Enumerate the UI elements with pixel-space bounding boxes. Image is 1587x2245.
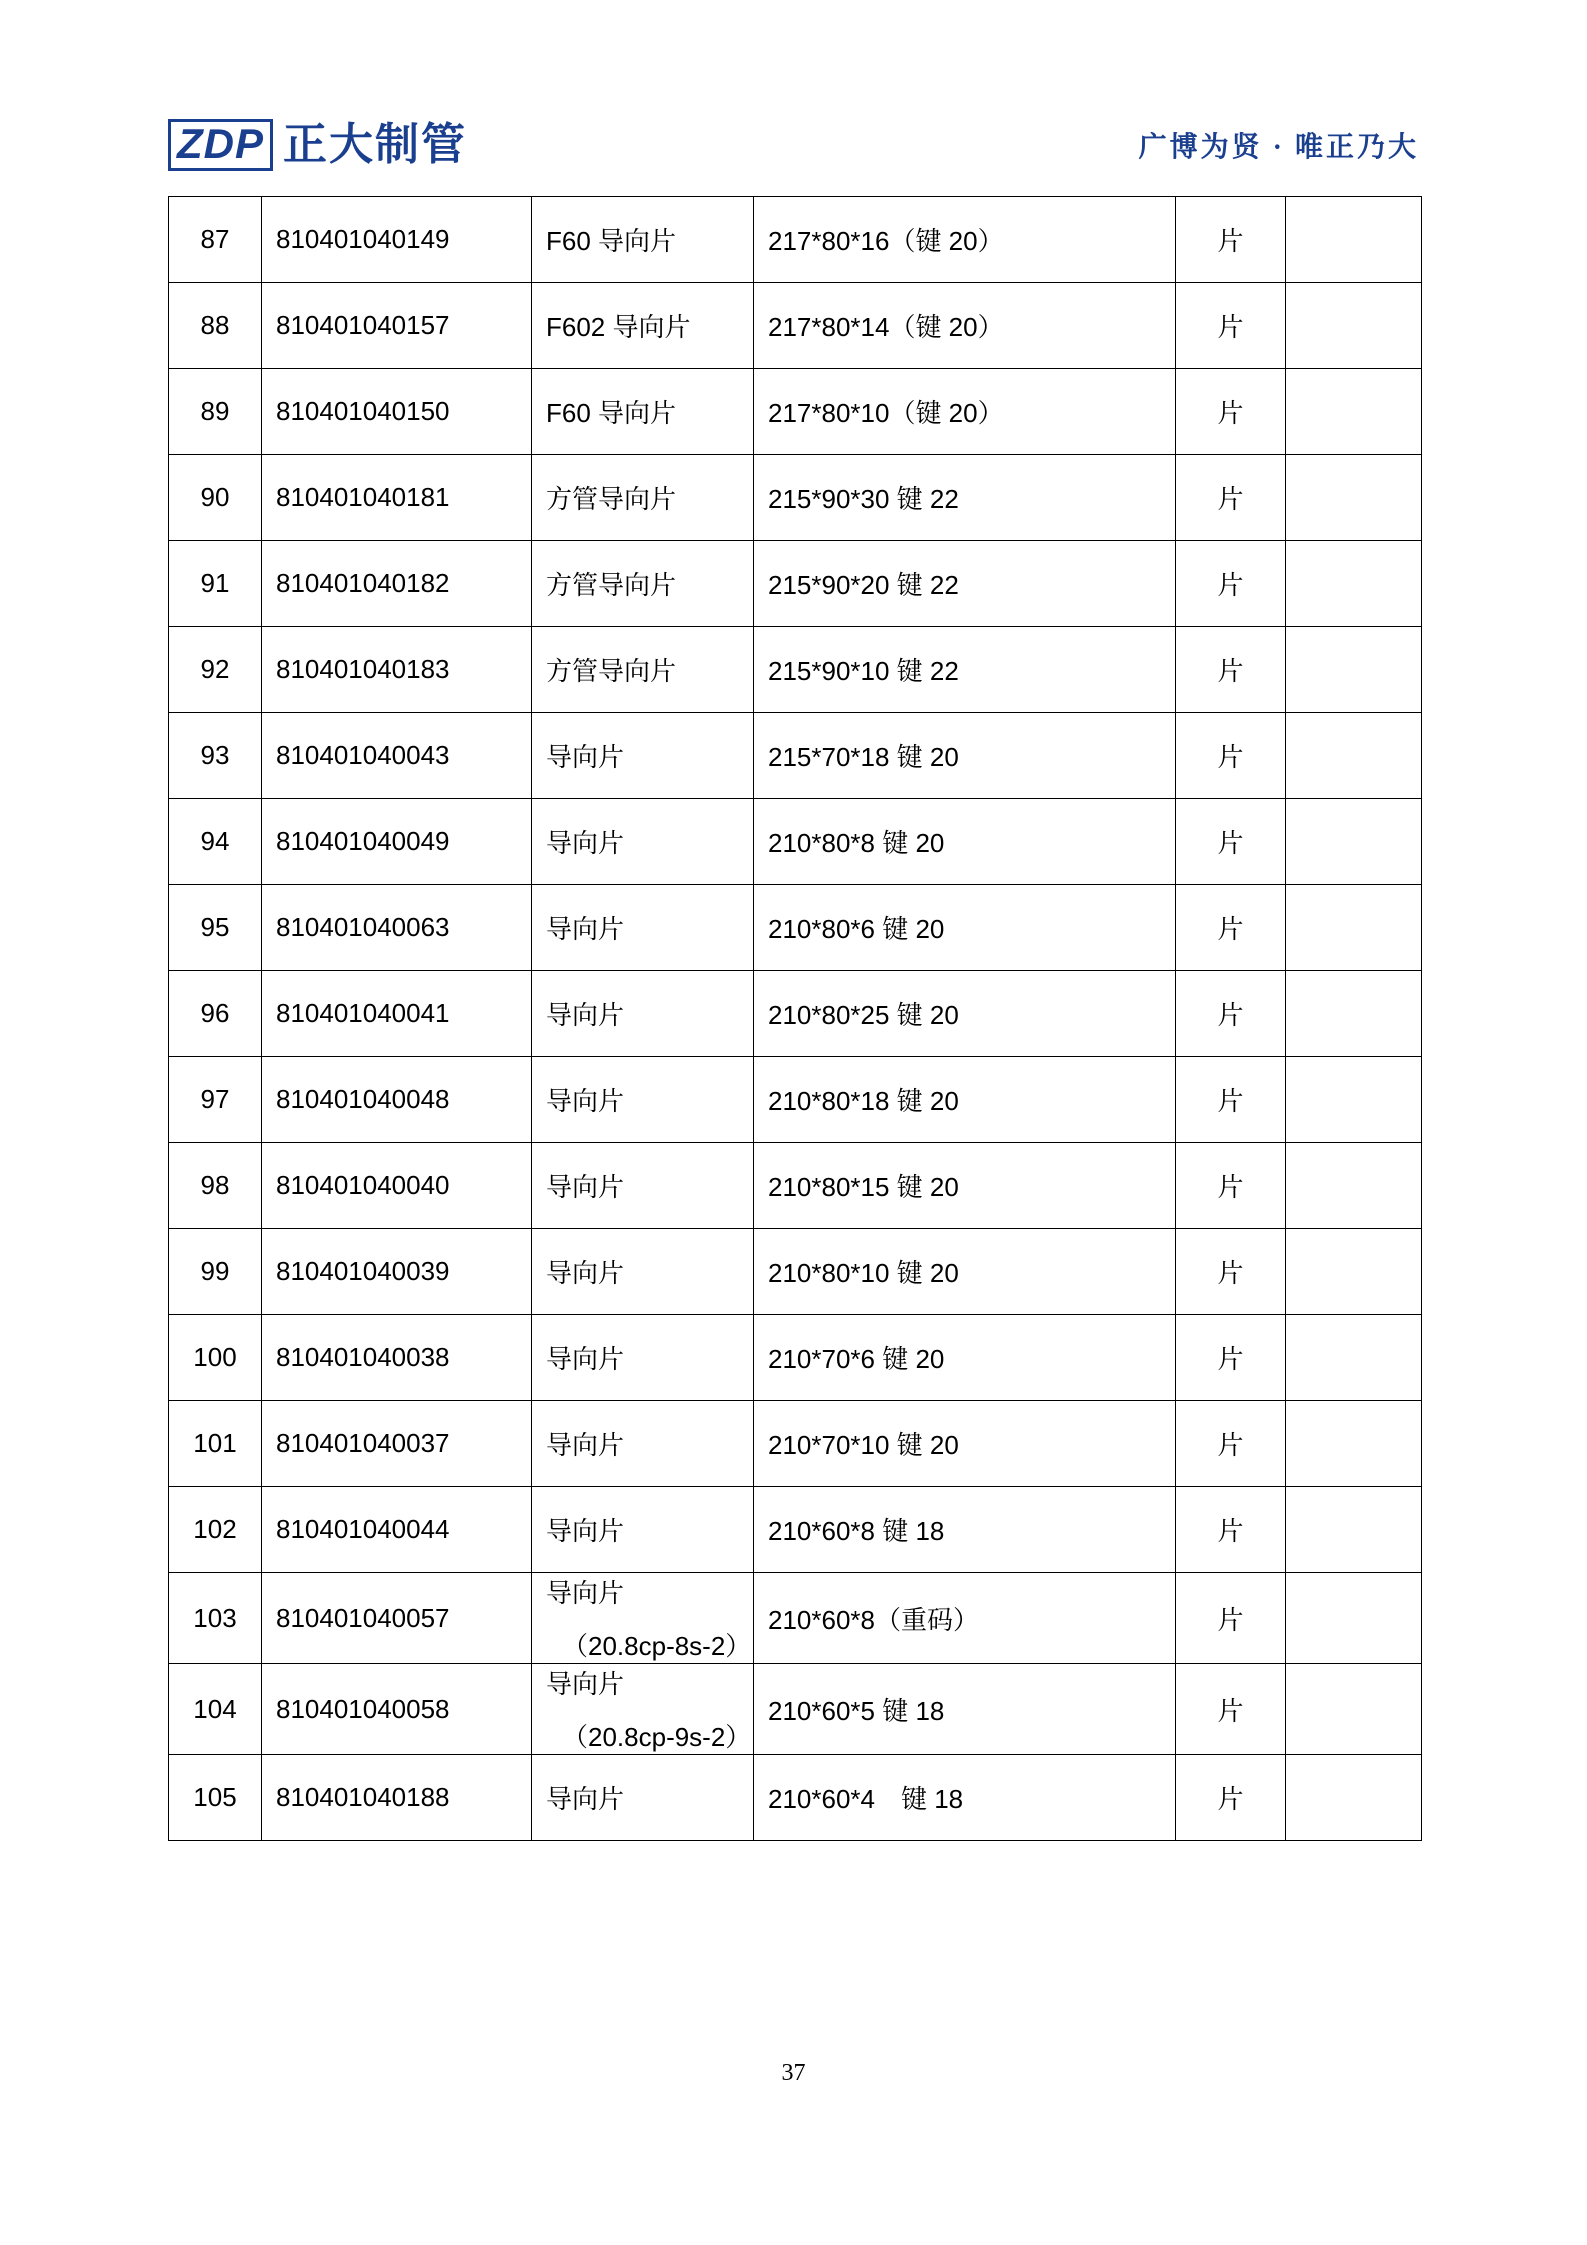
table-row — [169, 971, 1422, 1057]
row-unit: 片 — [1176, 541, 1286, 627]
row-remark — [1286, 1143, 1422, 1229]
table-row — [169, 455, 1422, 541]
row-number: 89 — [169, 369, 262, 455]
row-remark — [1286, 1487, 1422, 1573]
row-name: 导向片 — [532, 1057, 754, 1143]
row-unit: 片 — [1176, 369, 1286, 455]
row-unit: 片 — [1176, 283, 1286, 369]
row-number: 100 — [169, 1315, 262, 1401]
row-unit: 片 — [1176, 1057, 1286, 1143]
row-unit: 片 — [1176, 971, 1286, 1057]
row-number: 90 — [169, 455, 262, 541]
row-spec: 210*70*6 键 20 — [754, 1315, 1176, 1401]
row-number: 102 — [169, 1487, 262, 1573]
row-number: 91 — [169, 541, 262, 627]
row-name: 导向片 — [532, 799, 754, 885]
table-row — [169, 541, 1422, 627]
row-code: 810401040157 — [262, 283, 532, 369]
row-remark — [1286, 799, 1422, 885]
row-unit: 片 — [1176, 885, 1286, 971]
row-name — [532, 1664, 754, 1755]
row-name: F602 导向片 — [532, 283, 754, 369]
table-row — [169, 1229, 1422, 1315]
company-logo — [168, 119, 467, 171]
table-row — [169, 1664, 1422, 1755]
table-row — [169, 1755, 1422, 1841]
row-spec: 210*70*10 键 20 — [754, 1401, 1176, 1487]
row-code: 810401040183 — [262, 627, 532, 713]
table-row — [169, 1143, 1422, 1229]
table-row — [169, 713, 1422, 799]
table-row — [169, 283, 1422, 369]
row-name-line1: 导向片 — [546, 1578, 625, 1608]
row-number: 101 — [169, 1401, 262, 1487]
row-code: 810401040044 — [262, 1487, 532, 1573]
row-number: 103 — [169, 1573, 262, 1664]
row-unit: 片 — [1176, 1401, 1286, 1487]
row-unit: 片 — [1176, 1487, 1286, 1573]
row-remark — [1286, 1664, 1422, 1755]
document-header — [168, 110, 1419, 180]
row-number: 95 — [169, 885, 262, 971]
row-code: 810401040063 — [262, 885, 532, 971]
row-code: 810401040150 — [262, 369, 532, 455]
row-code: 810401040048 — [262, 1057, 532, 1143]
row-code: 810401040039 — [262, 1229, 532, 1315]
row-unit: 片 — [1176, 1315, 1286, 1401]
row-code: 810401040181 — [262, 455, 532, 541]
table-row — [169, 627, 1422, 713]
row-code: 810401040040 — [262, 1143, 532, 1229]
row-code: 810401040057 — [262, 1573, 532, 1664]
table-row — [169, 1401, 1422, 1487]
row-remark — [1286, 713, 1422, 799]
row-unit: 片 — [1176, 197, 1286, 283]
row-code: 810401040038 — [262, 1315, 532, 1401]
row-remark — [1286, 1755, 1422, 1841]
row-unit: 片 — [1176, 627, 1286, 713]
company-name: 正大制管 — [283, 120, 467, 169]
table-row — [169, 885, 1422, 971]
row-name-line1: 导向片 — [546, 1669, 625, 1699]
row-code: 810401040149 — [262, 197, 532, 283]
row-unit: 片 — [1176, 713, 1286, 799]
row-spec: 210*80*10 键 20 — [754, 1229, 1176, 1315]
row-unit: 片 — [1176, 1755, 1286, 1841]
row-remark — [1286, 1401, 1422, 1487]
row-remark — [1286, 971, 1422, 1057]
row-name: 导向片 — [532, 1487, 754, 1573]
row-number: 104 — [169, 1664, 262, 1755]
row-name: 方管导向片 — [532, 541, 754, 627]
row-name: 导向片 — [532, 1143, 754, 1229]
row-code: 810401040049 — [262, 799, 532, 885]
row-number: 99 — [169, 1229, 262, 1315]
row-unit: 片 — [1176, 455, 1286, 541]
row-name — [532, 1573, 754, 1664]
row-spec: 210*80*25 键 20 — [754, 971, 1176, 1057]
row-unit: 片 — [1176, 1664, 1286, 1755]
row-number: 94 — [169, 799, 262, 885]
table-row — [169, 1487, 1422, 1573]
row-remark — [1286, 541, 1422, 627]
table-row — [169, 1315, 1422, 1401]
table-row — [169, 1057, 1422, 1143]
row-name-line2: （20.8cp-8s-2） — [562, 1631, 752, 1661]
row-name: F60 导向片 — [532, 369, 754, 455]
row-remark — [1286, 885, 1422, 971]
row-name: 导向片 — [532, 1401, 754, 1487]
row-remark — [1286, 1057, 1422, 1143]
row-spec: 210*60*4 键 18 — [754, 1755, 1176, 1841]
company-slogan: 广博为贤 · 唯正乃大 — [1138, 132, 1419, 163]
row-spec: 210*60*5 键 18 — [754, 1664, 1176, 1755]
row-code: 810401040058 — [262, 1664, 532, 1755]
row-spec: 210*80*8 键 20 — [754, 799, 1176, 885]
row-name: 导向片 — [532, 1755, 754, 1841]
row-spec: 217*80*14（键 20） — [754, 283, 1176, 369]
row-remark — [1286, 283, 1422, 369]
row-spec: 210*80*6 键 20 — [754, 885, 1176, 971]
row-number: 98 — [169, 1143, 262, 1229]
row-name: 导向片 — [532, 885, 754, 971]
table-row — [169, 1573, 1422, 1664]
row-remark — [1286, 197, 1422, 283]
row-unit: 片 — [1176, 1229, 1286, 1315]
row-spec: 217*80*16（键 20） — [754, 197, 1176, 283]
parts-table — [168, 196, 1422, 1841]
row-name: 导向片 — [532, 971, 754, 1057]
row-spec: 215*70*18 键 20 — [754, 713, 1176, 799]
row-spec: 217*80*10（键 20） — [754, 369, 1176, 455]
row-spec: 210*80*18 键 20 — [754, 1057, 1176, 1143]
row-remark — [1286, 627, 1422, 713]
row-number: 97 — [169, 1057, 262, 1143]
row-number: 93 — [169, 713, 262, 799]
row-remark — [1286, 1573, 1422, 1664]
row-code: 810401040188 — [262, 1755, 532, 1841]
row-remark — [1286, 455, 1422, 541]
row-unit: 片 — [1176, 1143, 1286, 1229]
row-number: 105 — [169, 1755, 262, 1841]
row-spec: 215*90*30 键 22 — [754, 455, 1176, 541]
parts-table-container — [168, 196, 1421, 1841]
row-code: 810401040041 — [262, 971, 532, 1057]
row-spec: 215*90*20 键 22 — [754, 541, 1176, 627]
row-unit: 片 — [1176, 799, 1286, 885]
table-row — [169, 369, 1422, 455]
row-name: 方管导向片 — [532, 627, 754, 713]
row-name-line2: （20.8cp-9s-2） — [562, 1722, 752, 1752]
zdp-logo-icon: ZDP — [168, 119, 273, 171]
row-spec: 210*80*15 键 20 — [754, 1143, 1176, 1229]
row-name: 导向片 — [532, 1315, 754, 1401]
row-name: 方管导向片 — [532, 455, 754, 541]
row-code: 810401040043 — [262, 713, 532, 799]
row-spec: 215*90*10 键 22 — [754, 627, 1176, 713]
row-number: 88 — [169, 283, 262, 369]
row-name: F60 导向片 — [532, 197, 754, 283]
row-remark — [1286, 369, 1422, 455]
row-remark — [1286, 1229, 1422, 1315]
row-name: 导向片 — [532, 1229, 754, 1315]
row-spec: 210*60*8（重码） — [754, 1573, 1176, 1664]
table-row — [169, 799, 1422, 885]
parts-table-body — [169, 197, 1422, 1841]
row-number: 92 — [169, 627, 262, 713]
row-name: 导向片 — [532, 713, 754, 799]
row-unit: 片 — [1176, 1573, 1286, 1664]
row-code: 810401040182 — [262, 541, 532, 627]
row-number: 96 — [169, 971, 262, 1057]
page-number: 37 — [781, 2060, 806, 2086]
row-spec: 210*60*8 键 18 — [754, 1487, 1176, 1573]
row-remark — [1286, 1315, 1422, 1401]
table-row — [169, 197, 1422, 283]
row-number: 87 — [169, 197, 262, 283]
row-code: 810401040037 — [262, 1401, 532, 1487]
